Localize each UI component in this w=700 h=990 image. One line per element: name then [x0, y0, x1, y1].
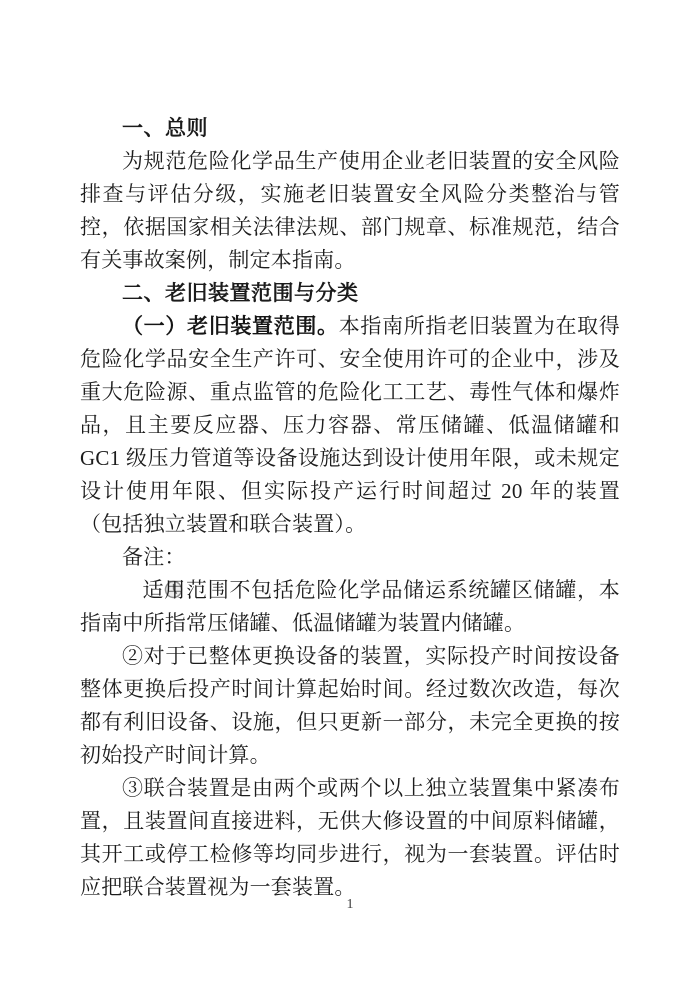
scope-body-text: 本指南所指老旧装置为在取得危险化学品安全生产许可、安全使用许可的企业中，涉及重大危险源、重点监管的危险化工工艺、毒性气体和爆炸品，且主要反应器、压力容器、常压储罐、低温储罐和 GC1 级压力管道等设备设施达到设计使用年限，或未规定设计使用年限、但实际投产运行时间超过 20 年的装置（包括独立装置和联合装置）。: [80, 314, 621, 536]
document-content: [80, 112, 620, 904]
note-section-label: 备注：: [122, 545, 186, 569]
section-heading-general-provisions: 一、总则: [122, 117, 208, 140]
scope-lead-label: （一）老旧装置范围。: [122, 315, 339, 338]
paragraph-intro: 为规范危险化学品生产使用企业老旧装置的安全风险排查与评估分级，实施老旧装置安全风险分类整治与管控，依据国家相关法律法规、部门规章、标准规范，结合有关事故案例，制定本指南。: [80, 149, 620, 272]
section-heading-scope-classification: 二、老旧装置范围与分类: [122, 282, 359, 305]
paragraph-scope: [80, 310, 620, 541]
page-number: 1: [346, 897, 354, 912]
note-item-2: ②对于已整体更换设备的装置，实际投产时间按设备整体更换后投产时间计算起始时间。经过数次改造，每次都有利旧设备、设施，但只更新一部分，未完全更换的按初始投产时间计算。: [80, 644, 620, 767]
note-item-3: ③联合装置是由两个或两个以上独立装置集中紧凑布置，且装置间直接进料，无供大修设置的中间原料储罐，其开工或停工检修等均同步进行，视为一套装置。评估时应把联合装置视为一套装置。: [80, 776, 620, 899]
clock-icon: [122, 576, 141, 595]
note-1-text: 适用范围不包括危险化学品储运系统罐区储罐，本指南中所指常压储罐、低温储罐为装置内储罐。: [80, 578, 620, 635]
note-item-1: [80, 574, 620, 640]
